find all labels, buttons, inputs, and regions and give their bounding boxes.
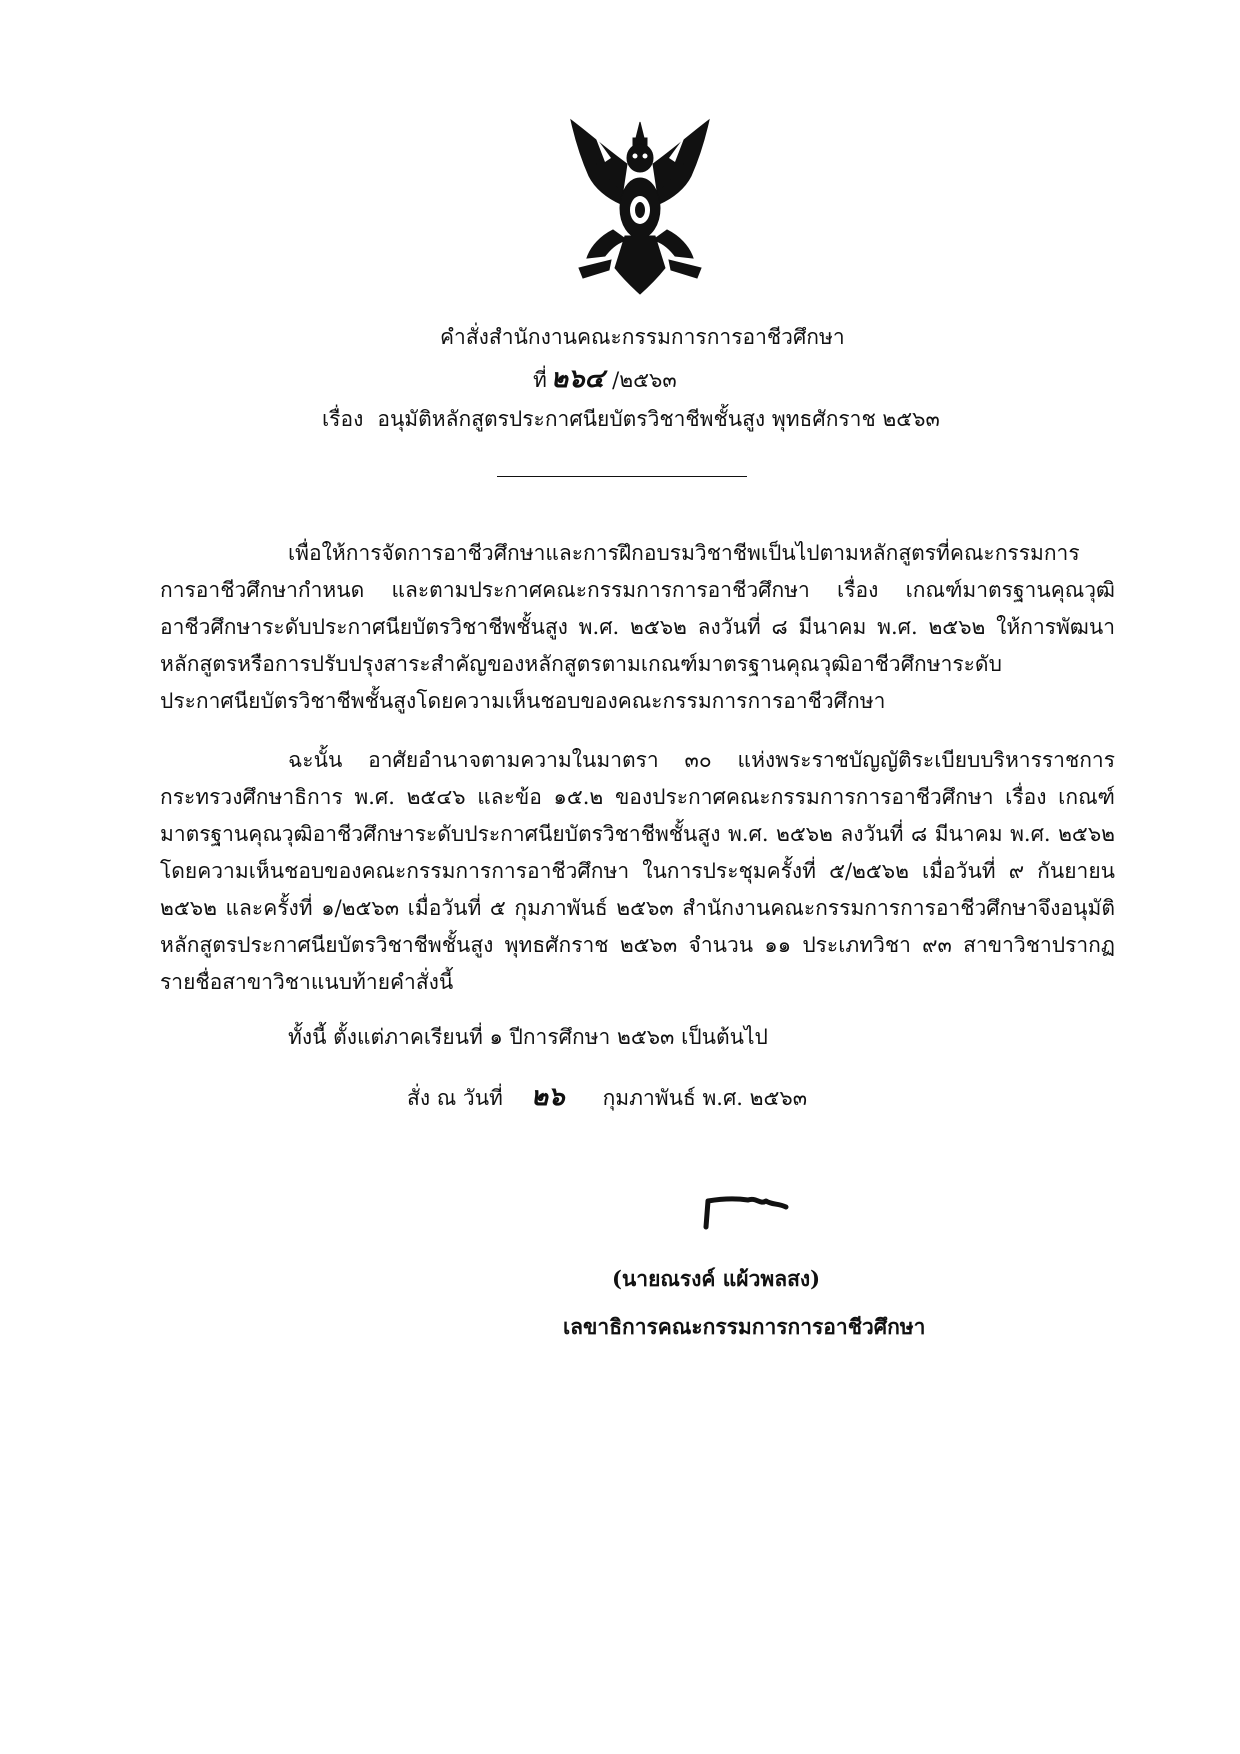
- order-date-month-year: กุมภาพันธ์ พ.ศ. ๒๕๖๓: [602, 1086, 808, 1110]
- header-divider: [497, 476, 747, 477]
- handwritten-signature: [700, 1193, 790, 1233]
- order-number-handwritten: ๒๖๔: [550, 364, 605, 394]
- body-paragraph-1: [160, 535, 1115, 720]
- paragraph-1-text: เพื่อให้การจัดการอาชีวศึกษาและการฝึกอบรมวิชาชีพเป็นไปตามหลักสูตรที่คณะกรรมการการอาชีวศึกษากำหนด และตามประกาศคณะกรรมการการอาชีวศึกษา เรื่อง เกณฑ์มาตรฐานคุณวุฒิอาชีวศึกษาระดับประกาศนียบัตรวิชาชีพชั้นสูง พ.ศ. ๒๕๖๒ ลงวันที่ ๘ มีนาคม พ.ศ. ๒๕๖๒ ให้การพัฒนาหลักสูตรหรือการปรับปรุงสาระสำคัญของหลักสูตรตามเกณฑ์มาตรฐานคุณวุฒิอาชีวศึกษาระดับประกาศนียบัตรวิชาชีพชั้นสูงโดยความเห็นชอบของคณะกรรมการการอาชีวศึกษา: [160, 541, 1115, 713]
- garuda-emblem-icon: [565, 118, 715, 303]
- subject-label: เรื่อง: [322, 407, 364, 431]
- signer-name: (นายณรงค์ แผ้วพลสง): [612, 1266, 821, 1291]
- order-number-suffix: /๒๕๖๓: [612, 368, 677, 392]
- order-date-prefix: สั่ง ณ วันที่: [407, 1086, 503, 1110]
- signer-name-line: [0, 1264, 1240, 1294]
- subject-text: อนุมัติหลักสูตรประกาศนียบัตรวิชาชีพชั้นสูง พุทธศักราช ๒๕๖๓: [377, 407, 940, 431]
- body-paragraph-2: [160, 742, 1115, 1001]
- order-date-day-handwritten: ๒๖: [530, 1082, 565, 1112]
- paragraph-2-text: ฉะนั้น อาศัยอำนาจตามความในมาตรา ๓๐ แห่งพระราชบัญญัติระเบียบบริหารราชการกระทรวงศึกษาธิการ พ.ศ. ๒๕๔๖ และข้อ ๑๕.๒ ของประกาศคณะกรรมการการอาชีวศึกษา เรื่อง เกณฑ์มาตรฐานคุณวุฒิอาชีวศึกษาระดับประกาศนียบัตรวิชาชีพชั้นสูง พ.ศ. ๒๕๖๒ ลงวันที่ ๘ มีนาคม พ.ศ. ๒๕๖๒ โดยความเห็นชอบของคณะกรรมการการอาชีวศึกษา ในการประชุมครั้งที่ ๕/๒๕๖๒ เมื่อวันที่ ๙ กันยายน ๒๕๖๒ และครั้งที่ ๑/๒๕๖๓ เมื่อวันที่ ๕ กุมภาพันธ์ ๒๕๖๓ สำนักงานคณะกรรมการการอาชีวศึกษาจึงอนุมัติหลักสูตรประกาศนียบัตรวิชาชีพชั้นสูง พุทธศักราช ๒๕๖๓ จำนวน ๑๑ ประเภทวิชา ๙๓ สาขาวิชาปรากฏรายชื่อสาขาวิชาแนบท้ายคำสั่งนี้: [160, 748, 1116, 994]
- effective-clause: ทั้งนี้ ตั้งแต่ภาคเรียนที่ ๑ ปีการศึกษา ๒๕๖๓ เป็นต้นไป: [288, 1025, 768, 1049]
- signer-position: เลขาธิการคณะกรรมการการอาชีวศึกษา: [563, 1314, 926, 1339]
- order-number-prefix: ที่: [533, 368, 547, 392]
- order-subject: [322, 404, 1240, 434]
- order-title: คำสั่งสำนักงานคณะกรรมการการอาชีวศึกษา: [440, 325, 845, 349]
- order-date: [407, 1082, 807, 1113]
- order-number: [533, 364, 1240, 395]
